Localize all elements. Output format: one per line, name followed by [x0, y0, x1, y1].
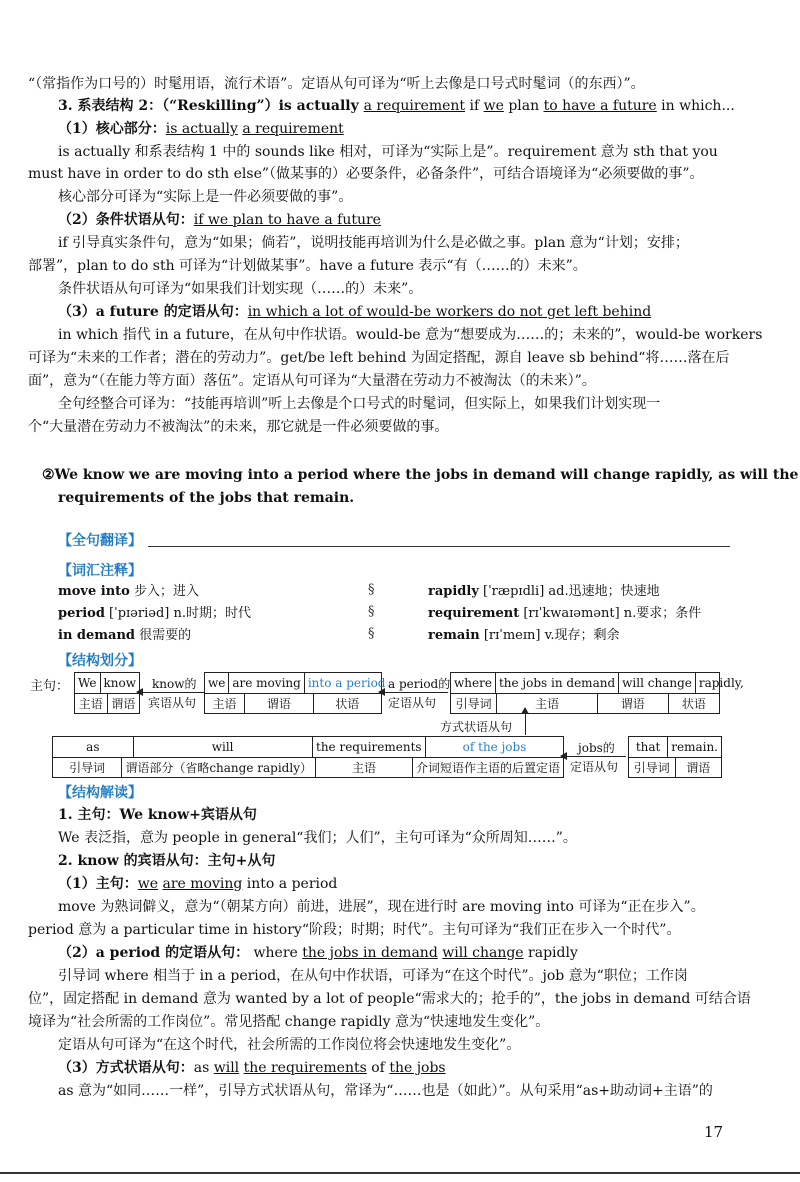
word-cell: the requirements: [312, 737, 425, 757]
role-cell: 主语: [212, 696, 237, 711]
role-cell: 状语: [668, 694, 719, 714]
text-line: 全句经整合可译为：“技能再培训”听上去像是个口号式的时髦词，但实际上，如果我们计划实现一: [58, 396, 661, 412]
relation-label: 定语从句: [388, 696, 437, 710]
text-line: 位”，固定搭配 in demand 意为 wanted by a lot of people“需求大的；抢手的”，the jobs in demand 可结合语: [28, 991, 751, 1007]
role-cell: 介词短语作主语的后置定语: [412, 758, 563, 778]
vocab-word: period: [58, 606, 105, 621]
text-span: the jobs in demand: [302, 945, 438, 961]
text-line: 面”，意为“（在能力等方面）落伍”。定语从句可译为“大量潜在劳动力不被淘汰（的未来）”。: [28, 373, 596, 389]
text-line: 可译为“未来的工作者；潜在的劳动力”。get/be left behind 为固定搭配，源自 leave sb behind“将……落在后: [28, 350, 730, 366]
example-sentence-line-1: ②We know we are moving into a period where the jobs in demand will change rapidly, as will the: [42, 467, 799, 483]
text-line: 核心部分可译为“实际上是一件必须要做的事”。: [58, 189, 353, 205]
text-span: （2）条件状语从句：: [58, 212, 194, 228]
subheading: [58, 874, 337, 894]
bottom-rule: [0, 1172, 800, 1174]
text-line: if 引导真实条件句，意为“如果；倘若”，说明技能再培训为什么是必做之事。plan 意为“计划；安排；: [58, 235, 689, 251]
text-line: must have in order to do sth else”（做某事的）必要条件，必备条件”，可结合语境译为“必须要做的事”。: [28, 166, 704, 182]
text-span: （1）核心部分：: [58, 121, 166, 137]
main-clause-label: 主句：: [30, 679, 70, 694]
text-span: are moving: [162, 876, 243, 892]
up-arrow: [525, 713, 526, 735]
text-span: into a period: [242, 876, 338, 892]
vocab-item: [58, 604, 251, 624]
text-span: if we plan to have a future: [193, 212, 381, 228]
text-span: where: [249, 945, 303, 961]
text-line: period 意为 a particular time in history“阶段；时期；时代”。主句可译为“我们正在步入一个时代”。: [28, 922, 681, 938]
text-line: 部署”，plan to do sth 可译为“计划做某事”。have a future 表示“有（……的）未来”。: [28, 258, 587, 274]
vocab-word: requirement: [428, 606, 520, 621]
ornament: §: [368, 582, 375, 597]
manner-clause-label: 方式状语从句: [440, 720, 513, 734]
text-line: as 意为“如同……一样”，引导方式状语从句，常译为“……也是（如此）”。从句采用“as+助动词+主语”的: [58, 1083, 713, 1099]
text-span: （3）a future 的定语从句：: [58, 304, 248, 320]
text-span: will: [213, 1060, 240, 1076]
subheading: [58, 1058, 446, 1078]
vocab-def: 步入；进入: [129, 584, 199, 599]
role-cell: 主语: [496, 694, 596, 714]
text-span: 3. 系表结构 2：（“Reskilling”）is actually: [58, 98, 364, 114]
vocab-def: [ˈræpɪdli] ad.迅速地；快速地: [478, 584, 660, 599]
ornament: §: [368, 626, 375, 641]
link-arrow: [566, 756, 626, 757]
text-span: a requirement: [242, 121, 344, 137]
vocab-heading: 【词汇注释】: [58, 563, 142, 579]
vocab-def: [rɪˈkwaɪəmənt] n.要求；条件: [519, 606, 702, 621]
vocab-item: [428, 626, 620, 646]
role-cell: 引导词: [455, 696, 492, 711]
vocab-def: 很需要的: [135, 628, 192, 643]
analysis-heading-2: 2. know 的宾语从句：主句+从句: [58, 853, 276, 869]
text-span: in which...: [656, 98, 735, 114]
vocab-word: remain: [428, 628, 480, 643]
relation-label: know的: [152, 677, 197, 691]
text-span: a requirement: [363, 98, 466, 114]
link-arrow: [142, 692, 204, 693]
relation-label: a period的: [388, 677, 451, 691]
word-cell: We: [78, 675, 97, 690]
role-cell: 谓语: [244, 694, 312, 714]
vocab-word: move into: [58, 584, 130, 599]
role-cell: 谓语: [675, 758, 722, 778]
subheading: [58, 302, 651, 322]
text-line: 引导词 where 相当于 in a period，在从句中作状语，可译为“在这个时代”。job 意为“职位；工作岗: [58, 968, 688, 984]
text-span: will change: [442, 945, 524, 961]
text-span: rapidly: [523, 945, 578, 961]
text-span: of: [366, 1060, 390, 1076]
object-clause-box: [204, 672, 386, 714]
word-cell: will: [133, 737, 312, 757]
role-cell: 主语: [78, 696, 103, 711]
vocab-item: [58, 626, 191, 646]
remain-clause-box: [628, 736, 722, 778]
word-cell: the jobs in demand: [495, 673, 618, 693]
page-number: 17: [704, 1123, 724, 1141]
main-clause-box: [74, 672, 140, 714]
link-arrow: [384, 692, 448, 693]
role-cell: 谓语部分（省略change rapidly）: [121, 758, 315, 778]
word-cell: into a period: [304, 673, 389, 693]
vocab-word: in demand: [58, 628, 135, 643]
vocab-item: [428, 604, 701, 624]
example-sentence-line-2: requirements of the jobs that remain.: [58, 490, 355, 506]
word-cell: rapidly,: [695, 673, 747, 693]
text-line: We 表泛指，意为 people in general“我们；人们”，主句可译为“众所周知……”。: [58, 830, 577, 846]
translation-heading: 【全句翻译】: [58, 533, 142, 549]
text-line: move 为熟词僻义，意为“（朝某方向）前进，进展”，现在进行时 are moving into 可译为“正在步入”。: [58, 899, 705, 915]
word-cell: will change: [618, 673, 695, 693]
text-line: is actually 和系表结构 1 中的 sounds like 相对，可译为“实际上是”。requirement 意为 sth that you: [58, 144, 718, 160]
text-span: we: [137, 876, 159, 892]
role-cell: 主语: [315, 758, 412, 778]
text-line: in which 指代 in a future，在从句中作状语。would-be 意为“想要成为……的；未来的”，would-be workers: [58, 327, 763, 343]
text-span: （2）a period 的定语从句：: [58, 945, 250, 961]
role-cell: 引导词: [69, 760, 106, 775]
word-cell: we: [208, 675, 226, 690]
text-span: in which a lot of would-be workers do not get left behind: [247, 304, 652, 320]
word-cell: remain.: [667, 737, 721, 757]
text-line: 个“大量潜在劳动力不被淘汰”的未来，那它就是一件必须要做的事。: [28, 419, 449, 435]
role-cell: 状语: [313, 694, 381, 714]
role-cell: 谓语: [597, 694, 668, 714]
vocab-def: [rɪˈmeɪn] v.现存；剩余: [479, 628, 620, 643]
word-cell: are moving: [228, 673, 303, 693]
section-heading: [58, 96, 735, 116]
answer-line: [148, 546, 730, 547]
text-span: is actually: [165, 121, 238, 137]
text-line: “（常指作为口号的）时髦用语，流行术语”。定语从句可译为“听上去像是口号式时髦词（的东西）”。: [28, 76, 645, 92]
text-line: 定语从句可译为“在这个时代，社会所需的工作岗位将会快速地发生变化”。: [58, 1037, 521, 1053]
text-span: （3）方式状语从句：: [58, 1060, 194, 1076]
vocab-item: [428, 582, 660, 602]
subheading: [58, 943, 578, 963]
attributive-clause-box: [450, 672, 744, 714]
text-span: plan: [503, 98, 544, 114]
vocab-item: [58, 582, 199, 602]
text-span: to have a future: [543, 98, 657, 114]
text-span: （1）主句：: [58, 876, 138, 892]
relation-label: jobs的: [578, 741, 615, 755]
text-line: 条件状语从句可译为“如果我们计划实现（……的）未来”。: [58, 281, 423, 297]
subheading: [58, 119, 344, 139]
text-span: we: [483, 98, 504, 114]
text-line: 境译为“社会所需的工作岗位”。常见搭配 change rapidly 意为“快速地发生变化”。: [28, 1014, 550, 1030]
text-span: the requirements: [243, 1060, 367, 1076]
word-cell: of the jobs: [425, 737, 563, 757]
ornament: §: [368, 604, 375, 619]
subheading: [58, 210, 381, 230]
analysis-heading: 【结构解读】: [58, 785, 142, 801]
role-cell: 谓语: [107, 694, 140, 714]
vocab-def: [ˈpɪəriəd] n.时期；时代: [104, 606, 251, 621]
vocab-word: rapidly: [428, 584, 479, 599]
structure-heading: 【结构划分】: [58, 653, 142, 669]
relation-label: 宾语从句: [148, 696, 197, 710]
word-cell: where: [454, 675, 492, 690]
word-cell: that: [635, 739, 661, 754]
relation-label: 定语从句: [570, 760, 619, 774]
manner-clause-box: [52, 736, 564, 778]
text-span: as: [193, 1060, 214, 1076]
text-span: if: [465, 98, 484, 114]
role-cell: 引导词: [633, 760, 670, 775]
word-cell: know: [100, 673, 140, 693]
text-span: the jobs: [389, 1060, 446, 1076]
analysis-heading-1: 1. 主句：We know+宾语从句: [58, 807, 257, 823]
word-cell: as: [86, 739, 100, 754]
